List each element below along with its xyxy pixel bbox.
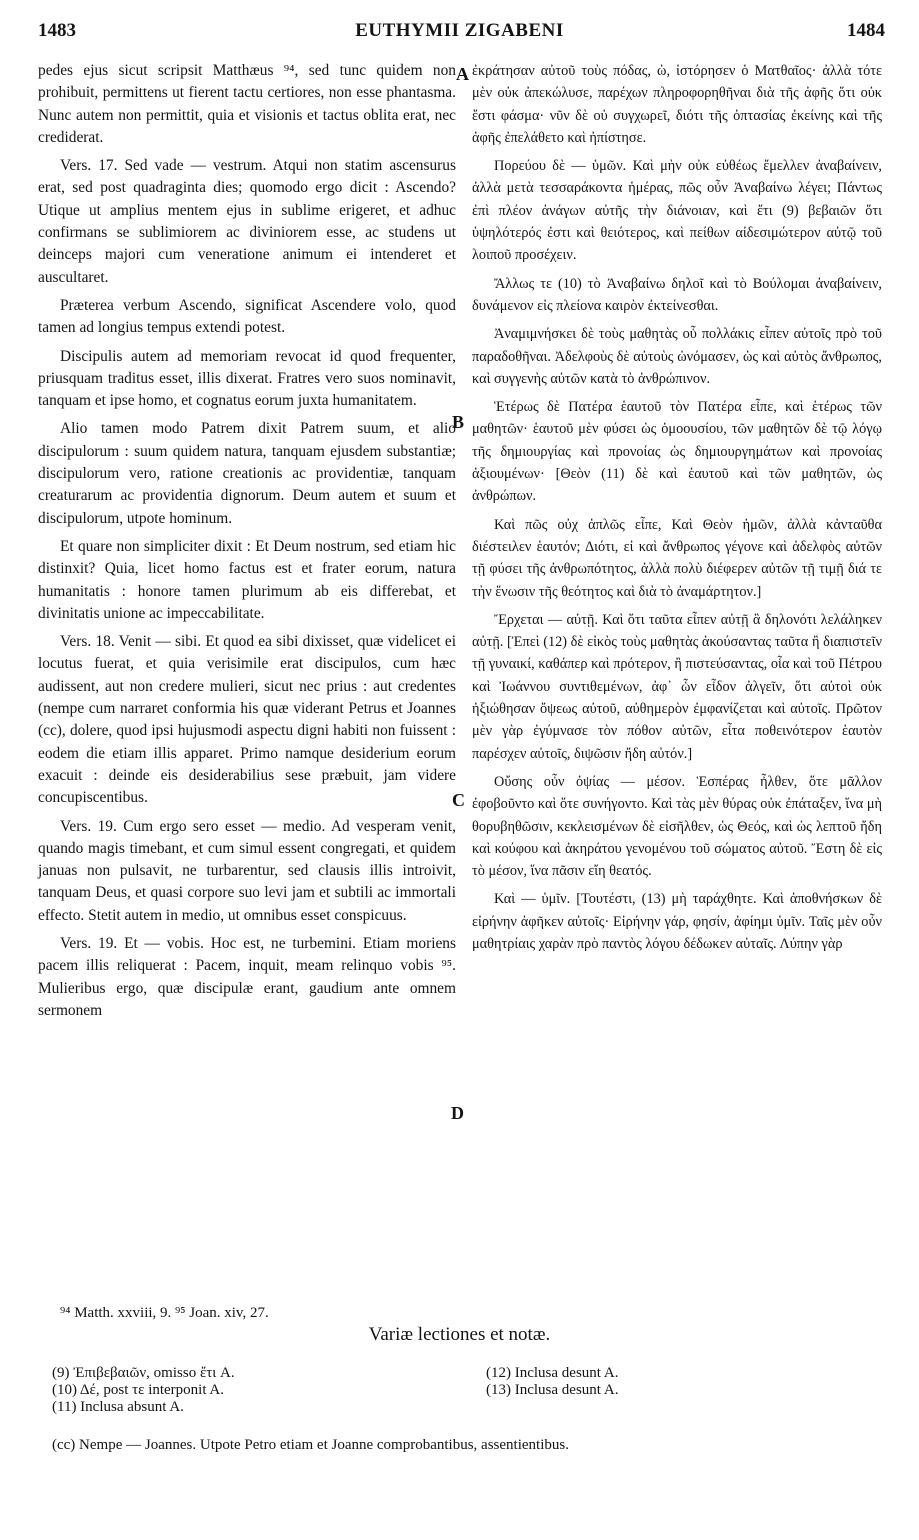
latin-paragraph: Discipulis autem ad memoriam revocat id quod frequenter, priusquam traditus esset, illis dixerat. Fratres vero suos nominavit, tanquam et ipse homo, et cognatus eorum juxta humanitatem. <box>38 347 456 410</box>
margin-letter-a: A <box>456 64 469 84</box>
page-number-left: 1483 <box>38 20 76 41</box>
variant-note: (13) Inclusa desunt A. <box>486 1382 619 1398</box>
greek-paragraph: Καὶ — ὑμῖν. [Τουτέστι, (13) μὴ ταράχθητε. Καὶ ἀποθνήσκων δὲ εἰρήνην ἀφῆκεν αὐτοῖς· Εἰρήνην γάρ, φησίν, ἀφίημι ὑμῖν. Ταῖς μὲν οὖν μαθητρίαις χαρὰν πρὸ παντὸς λόγου δέδωκεν αὐταῖς. Λύπην γὰρ <box>472 891 882 952</box>
scripture-footnotes: ⁹⁴ Matth. xxviii, 9. ⁹⁵ Joan. xiv, 27. <box>60 1305 269 1321</box>
running-title: EUTHYMII ZIGABENI <box>355 20 564 41</box>
margin-letter-c: C <box>452 790 465 810</box>
latin-paragraph: Præterea verbum Ascendo, significat Ascendere volo, quod tamen ad longius tempus extendi potest. <box>38 296 456 337</box>
latin-paragraph: Vers. 19. Et — vobis. Hoc est, ne turbemini. Etiam moriens pacem illis reliquerat : Pacem, inquit, meam relinquo vobis ⁹⁵. Mulieribus ergo, quæ discipulæ erant, gaudium ante omnem sermonem <box>38 934 456 1019</box>
notes-right <box>486 1365 618 1399</box>
latin-paragraph: Vers. 18. Venit — sibi. Et quod ea sibi dixisset, quæ videlicet ei locutus fuerat, et quia verisimile erat discipulos, cum hæc audissent, aut non credere mulieri, sicut nec prius : aut credentes (nempe cum narraret conformia his quæ viderant Petrus et Joannes (cc), dolere, quod ipsi hujusmodi aspectu digni habiti non fuissent : eodem die etiam illis apparet. Primo namque desiderium eorum exacuit : deinde eis desiderabilius sese præbuit, jam videre concupiscentibus. <box>38 633 456 807</box>
page-number-right: 1484 <box>847 20 885 41</box>
variae-lectiones-heading: Variæ lectiones et notæ. <box>368 1324 551 1345</box>
greek-paragraph: ἐκράτησαν αὐτοῦ τοὺς πόδας, ὡ, ἱστόρησεν ὁ Ματθαῖος· ἀλλὰ τότε μὲν οὐκ ἀπεκώλυσε, παρέχων πληροφορηθῆναι διὰ τῆς ἀφῆς ὅτι οὐκ ἔστι φάσμα· νῦν δὲ οὐ συγχωρεῖ, διότι τῆς ὀπτασίας ἐκείνης καὶ τῆς ἀφῆς ἐπελάθετο καὶ ἠπίστησε. <box>472 63 882 146</box>
greek-paragraph: Ἔρχεται — αὐτῇ. Καὶ ὅτι ταῦτα εἶπεν αὐτῇ ἃ δηλονότι λελάληκεν αὐτῇ. [Ἐπεὶ (12) δὲ εἰκὸς τοὺς μαθητὰς ἀκούσαντας ταῦτα ἢ διαπιστεῖν τῇ γυναικί, καθάπερ καὶ πρότερον, ἢ πιστεύσαντας, οἷα καὶ τοῦ Πέτρου καὶ Ἰωάννου συντιθεμένων, ἀφ᾽ ὧν εἶδον ἀλγεῖν, ὅτι αὐτοὶ οὐκ ἠξιώθησαν ὄψεως αὐτοῦ, αὐθημερὸν ἐμφανίζεται καὶ αὐτοῖς. Πρῶτον μὲν γὰρ ἐγύμνασε τὸν πόθον αὐτῶν, εἶτα ποθεινότερον ἑαυτὸν παρέσχεν αὐτοῖς, διψῶσιν ἤδη αὐτόν.] <box>472 611 882 762</box>
margin-letter-b: B <box>452 412 465 432</box>
latin-paragraph: Alio tamen modo Patrem dixit Patrem suum, et alio discipulorum : suum quidem natura, tanquam ejusdem substantiæ; discipulorum vero, ratione creationis ac providentiæ, tanquam creaturarum ac providentia dignorum. Deum autem et suum et discipulorum, utpote hominum. <box>38 420 456 527</box>
latin-paragraph: Vers. 17. Sed vade — vestrum. Atqui non statim ascensurus erat, sed post quadraginta dies; quomodo ergo dicit : Ascendo? Utique ut amplius mentem ejus in sublime erigeret, et adhuc confirmans se sublimiorem ac diviniorem esse, ac studens ut deinceps majori cum veneratione animum ei intenderet et auscultaret. <box>38 157 456 286</box>
greek-paragraph: Καὶ πῶς οὐχ ἁπλῶς εἶπε, Καὶ Θεὸν ἡμῶν, ἀλλὰ κἀνταῦθα διέστειλεν ἑαυτόν; Διότι, εἰ καὶ ἄνθρωπος γέγονε καὶ ἀδελφὸς αὐτῶν τῇ φύσει τῆς ἀνθρωπότητος, ἀλλὰ πολὺ διέφερεν αὐτῶν τῇ τιμῇ διά τε τὴν ἕνωσιν τῆς θεότητος καὶ διὰ τὸ ἀναμάρτητον.] <box>472 516 882 600</box>
note-cc: (cc) Nempe — Joannes. Utpote Petro etiam et Joanne comprobantibus, assentientibus. <box>52 1437 569 1453</box>
greek-column <box>472 60 882 955</box>
latin-column <box>38 60 456 1022</box>
variant-note: (10) Δέ, post τε interponit A. <box>52 1382 225 1398</box>
greek-paragraph: Ἀναμιμνήσκει δὲ τοὺς μαθητὰς οὗ πολλάκις εἶπεν αὐτοῖς πρὸ τοῦ παραδοθῆναι. Ἀδελφοὺς δὲ αὐτοὺς ὠνόμασεν, ὡς καὶ αὐτὸς ἄνθρωπος, καὶ συγγενὴς αὐτῶν κατὰ τὸ ἀνθρώπινον. <box>472 326 882 387</box>
greek-paragraph: Ἄλλως τε (10) τὸ Ἀναβαίνω δηλοῖ καὶ τὸ Βούλομαι ἀναβαίνειν, δυνάμενον εἰς πλείονα καιρὸν ἐκτείνεσθαι. <box>472 275 882 314</box>
greek-paragraph: Οὔσης οὖν ὀψίας — μέσον. Ἑσπέρας ἦλθεν, ὅτε μᾶλλον ἐφοβοῦντο καὶ ὅτε συνήγοντο. Καὶ τὰς μὲν θύρας οὐκ ἐπάταξεν, ἵνα μὴ θορυβηθῶσιν, κεκλεισμένων δὲ εἰσῆλθεν, ὡς Θεός, καὶ ὡς λεπτοῦ ἤδη καὶ κούφου καὶ ἀκηράτου γενομένου τοῦ σώματος αὐτοῦ. Ἔστη δὲ εἰς τὸ μέσον, ἵνα πᾶσιν εἴη θεατός. <box>472 773 882 880</box>
latin-paragraph: Vers. 19. Cum ergo sero esset — medio. Ad vesperam venit, quando magis timebant, et cum simul essent congregati, et quidem januas non pulsavit, ne turbarentur, sed clausis illis introivit, tanquam Deus, et quasi corpore suo levi jam et subtili ac immortali effecto. Stetit autem in medio, ut omnibus esset conspicuus. <box>38 817 456 924</box>
variant-note: (9) Ἐπιβεβαιῶν, omisso ἔτι A. <box>52 1365 235 1381</box>
variant-note: (11) Inclusa absunt A. <box>52 1399 184 1415</box>
latin-paragraph: pedes ejus sicut scripsit Matthæus ⁹⁴, sed tunc quidem non prohibuit, permittens ut fierent tactu certiores, non esse phantasma. Nunc autem non permittit, quia et visionis et tactus oblita erat, nec crediderat. <box>38 62 456 146</box>
running-header <box>0 20 919 48</box>
greek-paragraph: Ἑτέρως δὲ Πατέρα ἑαυτοῦ τὸν Πατέρα εἶπε, καὶ ἑτέρως τῶν μαθητῶν· ἑαυτοῦ μὲν φύσει ὡς ὁμοουσίου, τῶν μαθητῶν δὲ τῷ λόγῳ τῆς δημιουργίας καὶ προνοίας ὡς δημιουργημάτων καὶ προνοίας ἀξιουμένων· [Θεὸν (11) δὲ καὶ ἑαυτοῦ καὶ τῶν μαθητῶν, ὡς ἀνθρώπων. <box>472 399 882 505</box>
latin-paragraph: Et quare non simpliciter dixit : Et Deum nostrum, sed etiam hic distinxit? Quia, licet homo factus est et frater eorum, natura humanitatis : honore tamen plurimum ab eis differebat, et divinitatis unione ac impeccabilitate. <box>38 537 456 622</box>
margin-letter-d: D <box>451 1103 464 1123</box>
greek-paragraph: Πορεύου δὲ — ὑμῶν. Καὶ μὴν οὐκ εὐθέως ἔμελλεν ἀναβαίνειν, ἀλλὰ μετὰ τεσσαράκοντα ἡμέρας, πῶς οὖν Ἀναβαίνω λέγει; Πάντως ἐπὶ πλέον ἀνάγων αὐτῆς τὴν διάνοιαν, καὶ ἔτι (9) βεβαιῶν ὅτι ὑψηλότερός ἐστι καὶ θειότερος, καὶ πείθων αἰδεσιμώτερον αὐτῷ τοῦ λοιποῦ προσέχειν. <box>472 158 882 264</box>
notes-left <box>52 1365 235 1416</box>
variant-note: (12) Inclusa desunt A. <box>486 1365 619 1381</box>
